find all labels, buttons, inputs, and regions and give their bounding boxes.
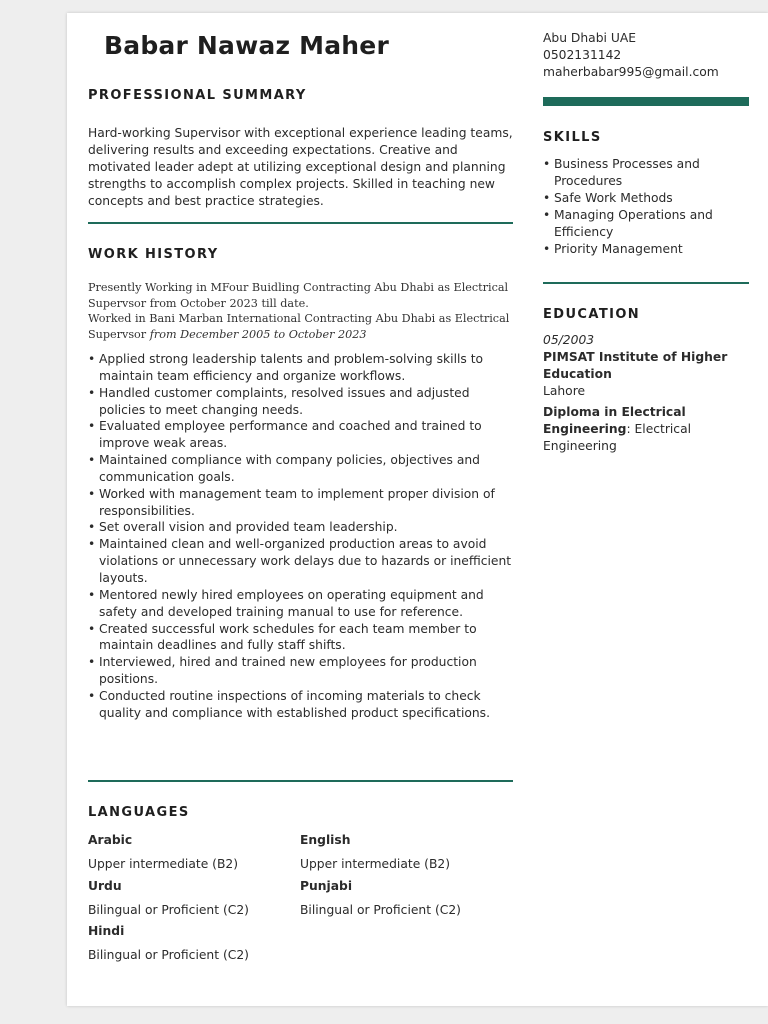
list-item: • Business Processes and Procedures [543,156,748,190]
list-item: • Priority Management [543,241,748,258]
contact-block [543,30,719,81]
list-item: • Handled customer complaints, resolved issues and adjusted policies to meet changing needs. [88,385,518,419]
list-item: • Created successful work schedules for each team member to maintain deadlines and fully staff shifts. [88,621,518,655]
work-intro [88,280,528,342]
work-history-heading: WORK HISTORY [88,247,219,262]
skills-list [543,156,748,257]
education-date: 05/2003 [543,333,595,347]
language-level: Bilingual or Proficient (C2) [88,948,249,962]
language-item [88,831,238,873]
education-school: PIMSAT Institute of Higher Education [543,350,728,381]
section-divider [88,222,513,224]
list-item: • Applied strong leadership talents and problem-solving skills to maintain team efficiency and organize workflows. [88,351,518,385]
language-level: Bilingual or Proficient (C2) [300,903,461,917]
education-city: Lahore [543,384,586,398]
language-name: Hindi [88,924,125,938]
list-item: • Worked with management team to implement proper division of responsibilities. [88,486,518,520]
language-level: Bilingual or Proficient (C2) [88,903,249,917]
contact-phone: 0502131142 [543,48,622,62]
list-item: • Interviewed, hired and trained new employees for production positions. [88,654,518,688]
summary-heading: PROFESSIONAL SUMMARY [88,88,307,103]
education-heading: EDUCATION [543,307,641,322]
education-entry [543,332,748,455]
summary-text: Hard-working Supervisor with exceptional experience leading teams, delivering results and exceeding expectations. Creative and motivated leader adept at utilizing exceptional design and planning strengths to accomplish complex projects. Skilled in teaching new concepts and best practice strategies. [88,126,513,209]
contact-email[interactable]: maherbabar995@gmail.com [543,65,719,79]
language-item [88,922,249,964]
language-item [300,877,461,919]
degree-field: : Electrical Engineering [543,422,692,453]
list-item: • Safe Work Methods [543,190,748,207]
language-name: Arabic [88,833,133,847]
work-bullet-list [88,351,518,722]
list-item: • Mentored newly hired employees on operating equipment and safety and developed training manual to use for reference. [88,587,518,621]
list-item: • Maintained clean and well-organized production areas to avoid violations or unnecessary work delays due to hazards or inefficient layouts. [88,536,518,587]
accent-bar [543,97,749,106]
language-name: English [300,833,351,847]
contact-location: Abu Dhabi UAE [543,31,637,45]
degree-name: Diploma in Electrical Engineering [543,405,686,436]
language-item [88,877,249,919]
candidate-name: Babar Nawaz Maher [104,31,389,60]
language-item [300,831,450,873]
list-item: • Conducted routine inspections of incoming materials to check quality and compliance with established product specifications. [88,688,518,722]
list-item: • Maintained compliance with company policies, objectives and communication goals. [88,452,518,486]
list-item: • Evaluated employee performance and coached and trained to improve weak areas. [88,418,518,452]
section-divider [543,282,749,284]
section-divider [88,780,513,782]
language-name: Urdu [88,879,122,893]
work-previous-dates: from December 2005 to October 2023 [149,327,367,341]
education-degree [543,404,748,455]
list-item: • Set overall vision and provided team leadership. [88,519,518,536]
work-current-position: Presently Working in MFour Buidling Contracting Abu Dhabi as Electrical Supervsor from October 2023 till date. [88,281,509,310]
list-item: • Managing Operations and Efficiency [543,207,748,241]
skills-heading: SKILLS [543,130,602,145]
language-name: Punjabi [300,879,353,893]
languages-heading: LANGUAGES [88,805,190,820]
language-level: Upper intermediate (B2) [88,857,239,871]
work-previous-position [88,311,528,342]
language-level: Upper intermediate (B2) [300,857,451,871]
work-previous-text: Worked in Bani Marban International Contracting Abu Dhabi as Electrical Supervsor [88,312,510,341]
